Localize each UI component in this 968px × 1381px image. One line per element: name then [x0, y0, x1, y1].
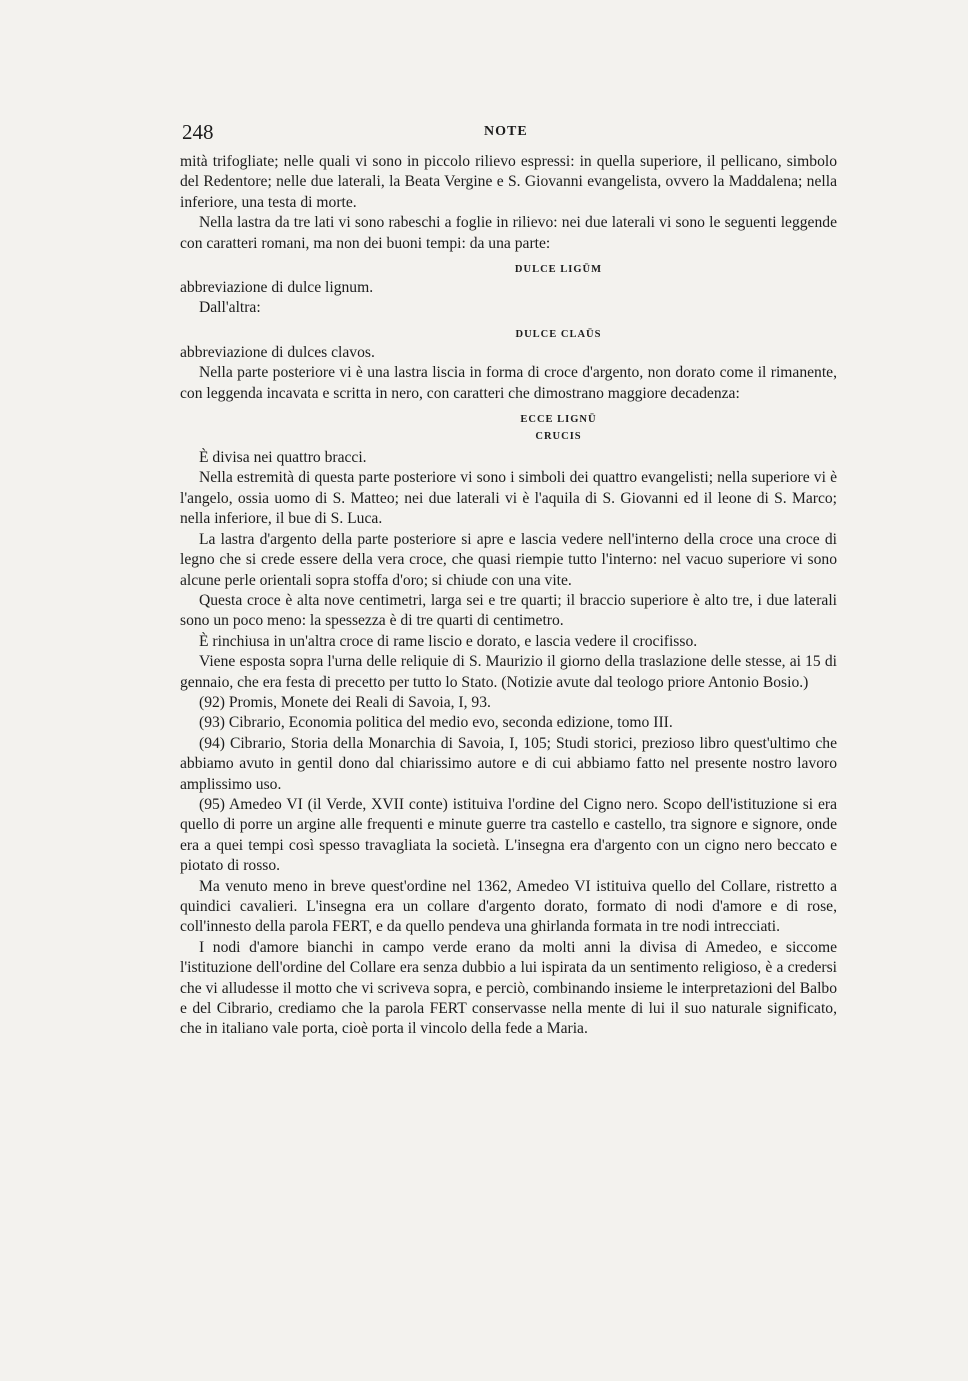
paragraph: È divisa nei quattro bracci. [199, 449, 367, 467]
paragraph: (95) Amedeo VI (il Verde, XVII conte) istituiva l'ordine del Cigno nero. Scopo dell'istituzione si era quello di porre un argine alle frequenti e minute guerre tra castello e castello, tra signore e signore, onde era a quei tempi così spesso travagliata la società. L'insegna era d'argento con un cigno nero beccato e piotato di rosso. [180, 795, 837, 875]
body-text [180, 152, 837, 1040]
paragraph: (94) Cibrario, Storia della Monarchia di Savoia, I, 105; Studi storici, prezioso libro quest'ultimo che abbiamo avuto in gentil dono dal chiarissimo autore e di cui abbiamo fatto nel presente nostro lavoro amplissimo uso. [180, 734, 837, 793]
inscription-line: CRUCIS [535, 431, 582, 443]
paragraph-continuation: abbreviazione di dulces clavos. [180, 343, 375, 361]
paragraph: È rinchiusa in un'altra croce di rame liscio e dorato, e lascia vedere il crocifisso. [199, 632, 698, 650]
paragraph-continuation: mità trifogliate; nelle quali vi sono in piccolo rilievo espressi: in quella superiore, il pellicano, simbolo del Redentore; nelle due laterali, la Beata Vergine e S. Giovanni evangelista, ovvero la Maddalena; nella inferiore, una testa di morte. [180, 153, 837, 211]
running-head: NOTE [484, 124, 528, 139]
paragraph: Dall'altra: [199, 299, 261, 317]
paragraph: Nella lastra da tre lati vi sono rabeschi a foglie in rilievo: nei due laterali vi sono le seguenti leggende con caratteri romani, ma non dei buoni tempi: da una parte: [180, 214, 837, 252]
paragraph: Viene esposta sopra l'urna delle reliquie di S. Maurizio il giorno della traslazione delle stesse, ai 15 di gennaio, che era festa di precetto per tutto lo Stato. (Notizie avute dal teologo priore Antonio Bosio.) [180, 653, 837, 691]
paragraph-continuation: abbreviazione di dulce lignum. [180, 279, 374, 297]
paragraph: La lastra d'argento della parte posteriore si apre e lascia vedere nell'interno della croce una croce di legno che si crede essere della vera croce, che quasi riempie tutto l'interno: nel vacuo superiore vi sono alcune perle orientali sopra stoffa d'oro; si chiude con una vite. [180, 530, 837, 589]
page-header [182, 120, 837, 148]
paragraph: (93) Cibrario, Economia politica del medio evo, seconda edizione, tomo III. [199, 714, 673, 732]
paragraph: I nodi d'amore bianchi in campo verde erano da molti anni la divisa di Amedeo, e siccome l'istituzione dell'ordine del Collare era senza dubbio a lui ispirata da un sentimento religioso, è a credersi che vi alludesse il motto che vi scriveva sopra, e perciò, combinando insieme le interpretazioni del Balbo e del Cibrario, crediamo che la parola FERT conservasse nella mente di lui il suo naturale significato, che in italiano vale porta, cioè porta il vincolo della fede a Maria. [180, 938, 837, 1038]
paragraph: Nella parte posteriore vi è una lastra liscia in forma di croce d'argento, non dorato come il rimanente, con leggenda incavata e scritta in nero, con caratteri che dimostrano maggiore decadenza: [180, 364, 837, 402]
paragraph: (92) Promis, Monete dei Reali di Savoia, I, 93. [199, 693, 491, 711]
inscription-line: DULCE CLAŪS [515, 328, 602, 340]
paragraph: Questa croce è alta nove centimetri, larga sei e tre quarti; il braccio superiore è alto tre, i due laterali sono un poco meno: la spessezza è di tre quarti di centimetro. [180, 591, 837, 630]
inscription-line: ECCE LIGNŪ [520, 414, 597, 426]
inscription-line: DULCE LIGŪM [514, 264, 603, 276]
paragraph: Ma venuto meno in breve quest'ordine nel 1362, Amedeo VI istituiva quello del Collare, ristretto a quindici cavalieri. L'insegna era un collare d'argento dorato, formato di nodi d'amore e di rose, coll'innesto della parola FERT, e da quello pendeva una ghirlanda formata in tre nodi intrecciati. [180, 877, 837, 936]
paragraph: Nella estremità di questa parte posteriore vi sono i simboli dei quattro evangelisti; nella superiore vi è l'angelo, ossia uomo di S. Matteo; nei due laterali vi è l'aquila di S. Giovanni ed il leone di S. Marco; nella inferiore, il bue di S. Luca. [180, 469, 837, 528]
page-number: 248 [182, 120, 214, 144]
